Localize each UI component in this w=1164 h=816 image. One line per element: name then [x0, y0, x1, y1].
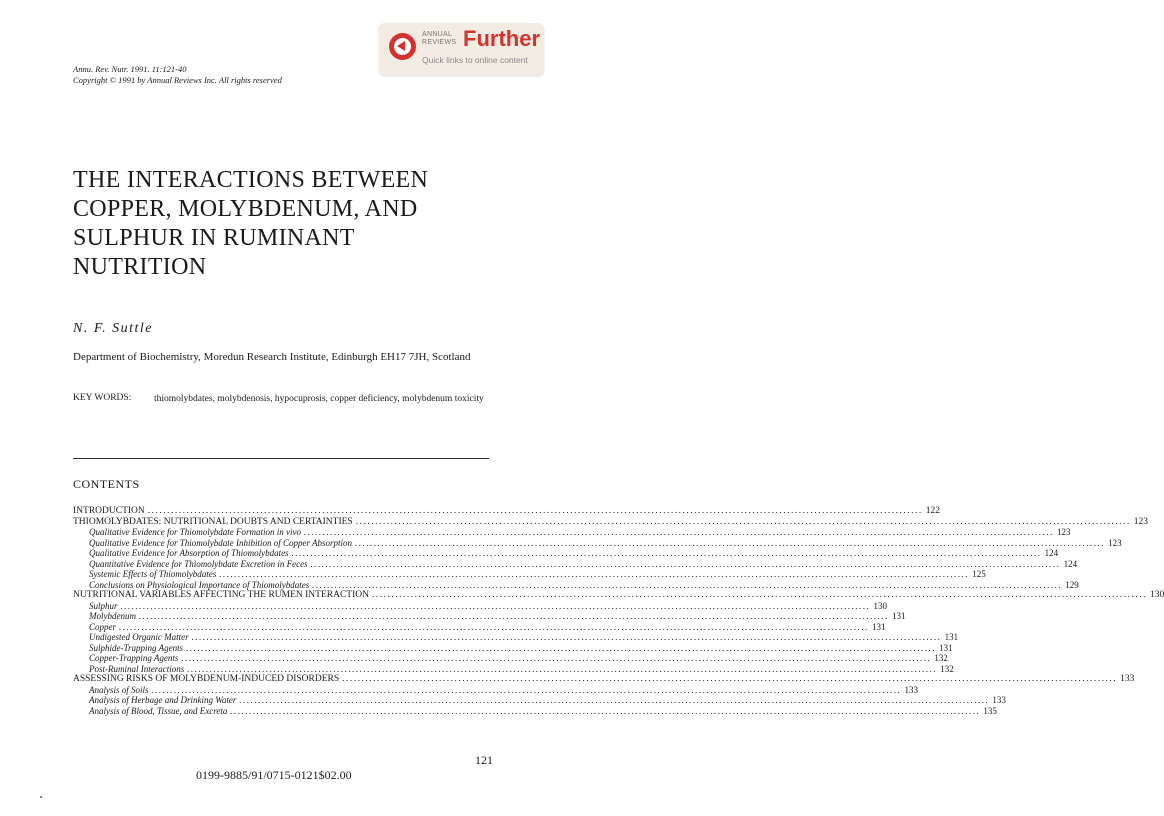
toc-entry-page: 135	[983, 705, 997, 716]
toc-entry[interactable]	[73, 642, 953, 654]
toc-entry[interactable]	[73, 590, 1164, 601]
journal-citation: Annu. Rev. Nutr. 1991. 11:121-40	[73, 64, 187, 74]
toc-entry[interactable]	[73, 527, 1071, 538]
toc-leader-dots: ........................................................................................................................................................................................................	[355, 516, 1131, 527]
toc-entry-label: Undigested Organic Matter	[89, 632, 189, 642]
toc-entry[interactable]	[73, 674, 1135, 685]
toc-leader-dots: ........................................................................................................................................................................................................	[219, 569, 970, 579]
toc-leader-dots: ........................................................................................................................................................................................................	[147, 506, 923, 516]
toc-entry-page: 123	[1133, 516, 1148, 527]
toc-leader-dots: ........................................................................................................................................................................................................	[186, 642, 937, 653]
table-of-contents	[73, 506, 1164, 716]
toc-leader-dots: ........................................................................................................................................................................................................	[119, 621, 869, 632]
annual-reviews-logo-icon	[389, 33, 416, 60]
toc-leader-dots: ........................................................................................................................................................................................................	[230, 705, 981, 716]
toc-entry[interactable]	[73, 506, 941, 517]
toc-entry-page: 133	[1120, 674, 1135, 684]
toc-entry-page: 132	[934, 653, 948, 663]
toc-entry-label: Analysis of Blood, Tissue, and Excreta	[89, 705, 228, 716]
toc-leader-dots: ........................................................................................................................................................................................................	[372, 590, 1147, 600]
toc-entry[interactable]	[73, 548, 1059, 559]
author-affiliation: Department of Biochemistry, Moredun Research Institute, Edinburgh EH17 7JH, Scotland	[73, 351, 471, 363]
further-badge[interactable]	[379, 23, 544, 75]
toc-entry-label: Qualitative Evidence for Thiomolybdate Formation in vivo	[89, 527, 301, 537]
journal-citation-block	[73, 64, 282, 86]
toc-leader-dots: ........................................................................................................................................................................................................	[303, 527, 1054, 537]
toc-entry[interactable]	[73, 695, 1006, 706]
copyright-line: Copyright © 1991 by Annual Reviews Inc. All rights reserved	[73, 75, 282, 85]
toc-entry[interactable]	[73, 569, 986, 580]
toc-entry-page: 122	[925, 506, 941, 516]
toc-entry[interactable]	[73, 558, 1078, 570]
toc-entry[interactable]	[73, 516, 1148, 528]
toc-entry-label: Molybdenum	[89, 611, 136, 621]
toc-entry-page: 123	[1056, 527, 1071, 537]
toc-entry-page: 124	[1044, 548, 1059, 558]
toc-entry-page: 131	[892, 611, 906, 621]
toc-entry[interactable]	[73, 621, 886, 633]
toc-leader-dots: ........................................................................................................................................................................................................	[342, 674, 1118, 684]
toc-entry-page: 130	[1150, 590, 1164, 600]
toc-leader-dots: ........................................................................................................................................................................................................	[187, 663, 938, 674]
keywords-label: KEY WORDS:	[73, 393, 132, 403]
toc-entry-page: 123	[1108, 537, 1122, 548]
toc-entry[interactable]	[73, 632, 959, 643]
toc-leader-dots: ........................................................................................................................................................................................................	[139, 611, 889, 621]
toc-leader-dots: ........................................................................................................................................................................................................	[181, 653, 932, 663]
page-number: 121	[475, 753, 493, 767]
toc-entry-page: 132	[940, 663, 954, 674]
toc-entry[interactable]	[73, 600, 888, 612]
toc-leader-dots: ........................................................................................................................................................................................................	[191, 632, 942, 642]
toc-entry-label: ASSESSING RISKS OF MOLYBDENUM-INDUCED DISORDERS	[73, 674, 340, 684]
badge-tagline: Quick links to online content	[422, 55, 528, 65]
badge-further-word: Further	[463, 26, 540, 51]
toc-entry-label: Quantitative Evidence for Thiomolybdate Excretion in Feces	[89, 558, 308, 569]
toc-entry-page: 133	[904, 684, 919, 695]
toc-entry-label: Sulphur	[89, 600, 118, 611]
toc-entry-label: Post-Ruminal Interactions	[89, 663, 185, 674]
toc-entry-label: INTRODUCTION	[73, 506, 145, 516]
toc-entry-label: Qualitative Evidence for Absorption of Thiomolybdates	[89, 548, 289, 558]
toc-leader-dots: ........................................................................................................................................................................................................	[355, 537, 1106, 548]
toc-entry-label: Analysis of Herbage and Drinking Water	[89, 695, 237, 705]
toc-entry-label: Analysis of Soils	[89, 684, 149, 695]
toc-entry-page: 125	[972, 569, 986, 579]
toc-entry-label: THIOMOLYBDATES: NUTRITIONAL DOUBTS AND CERTAINTIES	[73, 516, 353, 527]
toc-entry-page: 130	[873, 600, 888, 611]
toc-entry-label: Copper	[89, 621, 116, 632]
toc-leader-dots: ........................................................................................................................................................................................................	[120, 600, 871, 611]
toc-leader-dots: ........................................................................................................................................................................................................	[151, 684, 902, 695]
article-title: THE INTERACTIONS BETWEEN COPPER, MOLYBDENUM, AND SULPHUR IN RUMINANT NUTRITION	[73, 167, 429, 280]
badge-publisher: ANNUAL REVIEWS	[422, 31, 457, 46]
toc-entry[interactable]	[73, 653, 948, 664]
toc-leader-dots: ........................................................................................................................................................................................................	[312, 579, 1063, 590]
toc-entry-label: NUTRITIONAL VARIABLES AFFECTING THE RUMEN INTERACTION	[73, 590, 369, 600]
toc-entry[interactable]	[73, 684, 919, 696]
toc-entry-label: Conclusions on Physiological Importance of Thiomolybdates	[89, 579, 310, 590]
toc-entry-page: 124	[1063, 558, 1078, 569]
toc-entry-label: Sulphide-Trapping Agents	[89, 642, 184, 653]
toc-leader-dots: ........................................................................................................................................................................................................	[291, 548, 1042, 558]
toc-entry[interactable]	[73, 705, 997, 717]
toc-entry-page: 131	[939, 642, 953, 653]
divider	[73, 458, 489, 459]
toc-entry[interactable]	[73, 579, 1079, 591]
toc-entry-page: 131	[872, 621, 886, 632]
toc-entry-label: Qualitative Evidence for Thiomolybdate Inhibition of Copper Absorption	[89, 537, 353, 548]
toc-entry[interactable]	[73, 663, 954, 675]
toc-entry[interactable]	[73, 537, 1122, 549]
toc-leader-dots: ........................................................................................................................................................................................................	[239, 695, 990, 705]
toc-entry-label: Systemic Effects of Thiomolybdates	[89, 569, 217, 579]
article-code: 0199-9885/91/0715-0121$02.00	[196, 768, 352, 782]
toc-entry-page: 133	[992, 695, 1006, 705]
toc-entry-page: 131	[944, 632, 959, 642]
toc-entry-page: 129	[1065, 579, 1079, 590]
toc-entry-label: Copper-Trapping Agents	[89, 653, 179, 663]
toc-leader-dots: ........................................................................................................................................................................................................	[310, 558, 1061, 569]
author-name: N. F. Suttle	[73, 321, 153, 336]
scan-speck	[40, 796, 42, 798]
toc-entry[interactable]	[73, 611, 906, 622]
contents-heading: CONTENTS	[73, 477, 140, 491]
keywords-text: thiomolybdates, molybdenosis, hypocuprosis, copper deficiency, molybdenum toxicity	[154, 394, 484, 404]
